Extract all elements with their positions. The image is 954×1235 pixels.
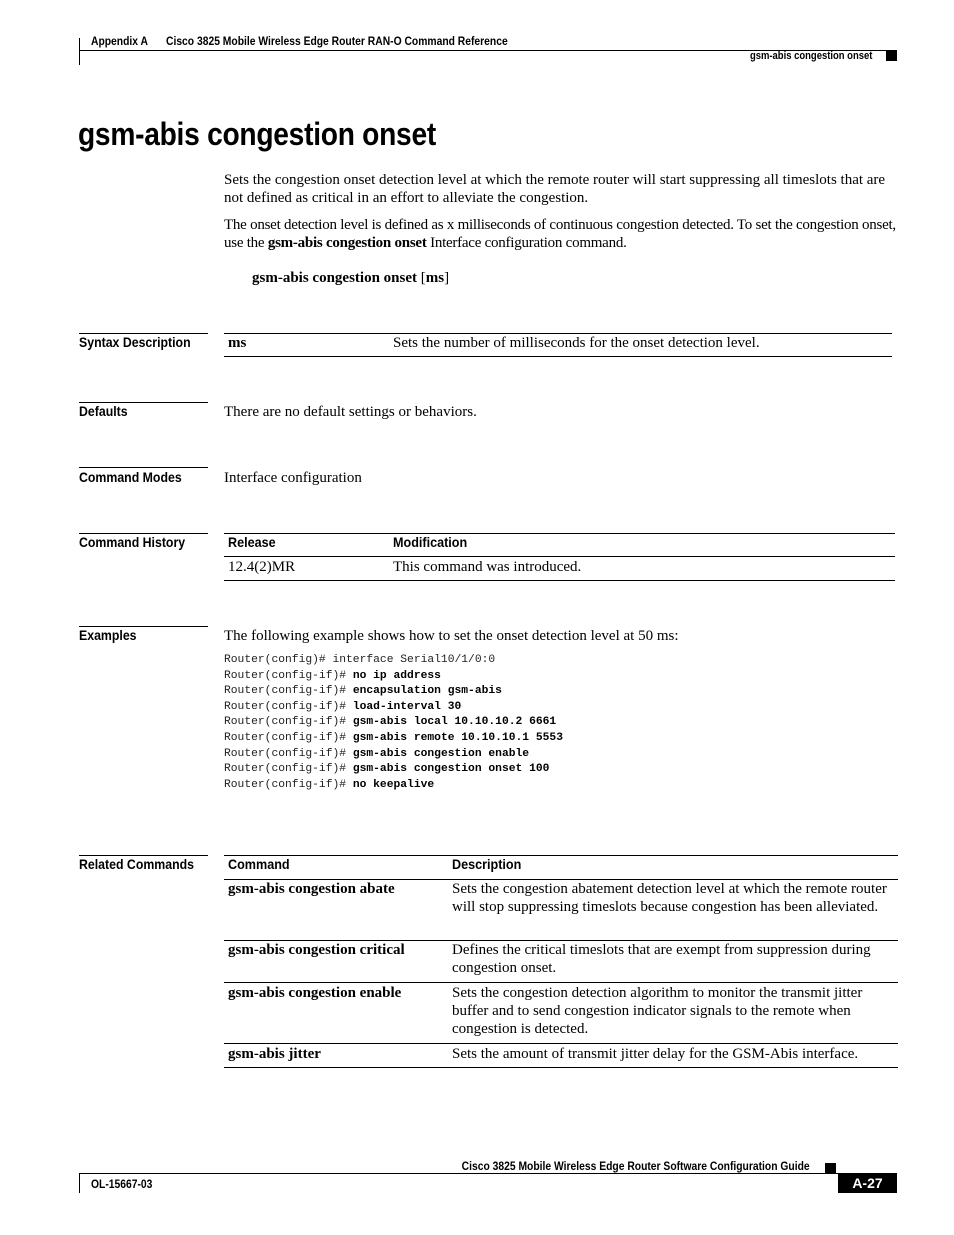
related-command-name: gsm-abis jitter (228, 1046, 321, 1062)
code-line: Router(config-if)# no keepalive (224, 778, 435, 791)
related-command-description: Sets the congestion detection algorithm to monitor the transmit jitter buffer and to send congestion indicator signals to the remote when congestion is detected. (452, 985, 863, 1037)
code-line: Router(config-if)# gsm-abis local 10.10.10.2 6661 (224, 716, 557, 729)
intro-p2-text-a: The onset detection level is defined as x milliseconds of continuous congestion detected. To set the congestion onset, use the (224, 217, 896, 251)
header-left-rule (79, 38, 80, 65)
code-line: Router(config-if)# encapsulation gsm-abis (224, 685, 502, 698)
related-command-description: Sets the amount of transmit jitter delay for the GSM-Abis interface. (452, 1046, 859, 1062)
page-number: A-27 (838, 1174, 897, 1193)
table-row (224, 1045, 898, 1067)
syntax-command: gsm-abis congestion onset (252, 270, 418, 286)
header-section: gsm-abis congestion onset (749, 50, 872, 62)
related-command-description: Defines the critical timeslots that are exempt from suppression during congestion onset. (452, 942, 871, 976)
related-command-name: gsm-abis congestion abate (228, 881, 395, 897)
header-appendix: Appendix A (91, 34, 148, 48)
intro-paragraph-1: Sets the congestion onset detection level at which the remote router will start suppressing all timeslots that are not defined as critical in an effort to alleviate the congestion. (224, 172, 886, 206)
command-history-heading: Command History (79, 534, 186, 550)
history-col-modification: Modification (393, 534, 468, 550)
syntax-argument: ms (425, 270, 445, 286)
syntax-bracket-close: ] (444, 270, 450, 286)
defaults-heading: Defaults (79, 403, 128, 419)
footer-guide-title: Cisco 3825 Mobile Wireless Edge Router Software Configuration Guide (462, 1159, 810, 1173)
history-modification-value: This command was introduced. (393, 559, 582, 575)
code-line: Router(config-if)# no ip address (224, 669, 441, 682)
header-marker (886, 50, 897, 61)
footer-left-rule (79, 1173, 80, 1193)
header-doc-title: Cisco 3825 Mobile Wireless Edge Router RAN-O Command Reference (166, 34, 508, 48)
related-col-description: Description (452, 856, 522, 872)
related-command-name: gsm-abis congestion critical (228, 942, 405, 958)
syntax-bracket-open: [ (417, 270, 426, 286)
table-row (224, 984, 898, 1044)
related-col-command: Command (228, 856, 290, 872)
footer-doc-number: OL-15667-03 (91, 1177, 153, 1191)
examples-text: The following example shows how to set the onset detection level at 50 ms: (224, 628, 679, 644)
related-row-rule (224, 1043, 898, 1044)
history-table-top-rule (224, 533, 895, 534)
history-release-value: 12.4(2)MR (228, 559, 296, 575)
syntax-table-bottom-rule (224, 356, 892, 357)
examples-heading: Examples (79, 627, 137, 643)
syntax-arg-ms: ms (228, 335, 247, 351)
related-command-name: gsm-abis congestion enable (228, 985, 402, 1001)
code-line: Router(config-if)# gsm-abis congestion enable (224, 747, 530, 760)
code-line: Router(config-if)# gsm-abis congestion onset 100 (224, 763, 550, 776)
table-row (224, 941, 898, 982)
history-table-header-rule (224, 556, 895, 557)
code-example (224, 653, 563, 793)
syntax-line (252, 269, 449, 287)
intro-p2-text-b: Interface configuration command. (426, 235, 627, 251)
footer-rule (79, 1173, 897, 1174)
related-command-description: Sets the congestion abatement detection level at which the remote router will stop suppressing timeslots because congestion has been alleviated. (452, 881, 887, 915)
related-row-rule (224, 982, 898, 983)
history-col-release: Release (228, 534, 276, 550)
syntax-description-heading: Syntax Description (79, 334, 191, 350)
intro-paragraph-2 (224, 216, 898, 252)
intro-p2-command: gsm-abis congestion onset (267, 235, 427, 251)
history-table-bottom-rule (224, 580, 895, 581)
command-modes-heading: Command Modes (79, 469, 182, 485)
code-line: Router(config-if)# load-interval 30 (224, 700, 462, 713)
command-modes-rule (79, 467, 208, 468)
syntax-arg-ms-description: Sets the number of milliseconds for the onset detection level. (393, 335, 760, 351)
code-line: Router(config)# interface Serial10/1/0:0 (224, 654, 496, 666)
defaults-text: There are no default settings or behaviors. (224, 404, 477, 420)
related-table-bottom-rule (224, 1067, 898, 1068)
page-title: gsm-abis congestion onset (78, 116, 436, 152)
related-commands-heading: Related Commands (79, 856, 195, 872)
command-modes-text: Interface configuration (224, 470, 362, 486)
related-table-top-rule (224, 855, 898, 856)
code-line: Router(config-if)# gsm-abis remote 10.10.10.1 5553 (224, 731, 563, 744)
table-row (224, 880, 898, 940)
